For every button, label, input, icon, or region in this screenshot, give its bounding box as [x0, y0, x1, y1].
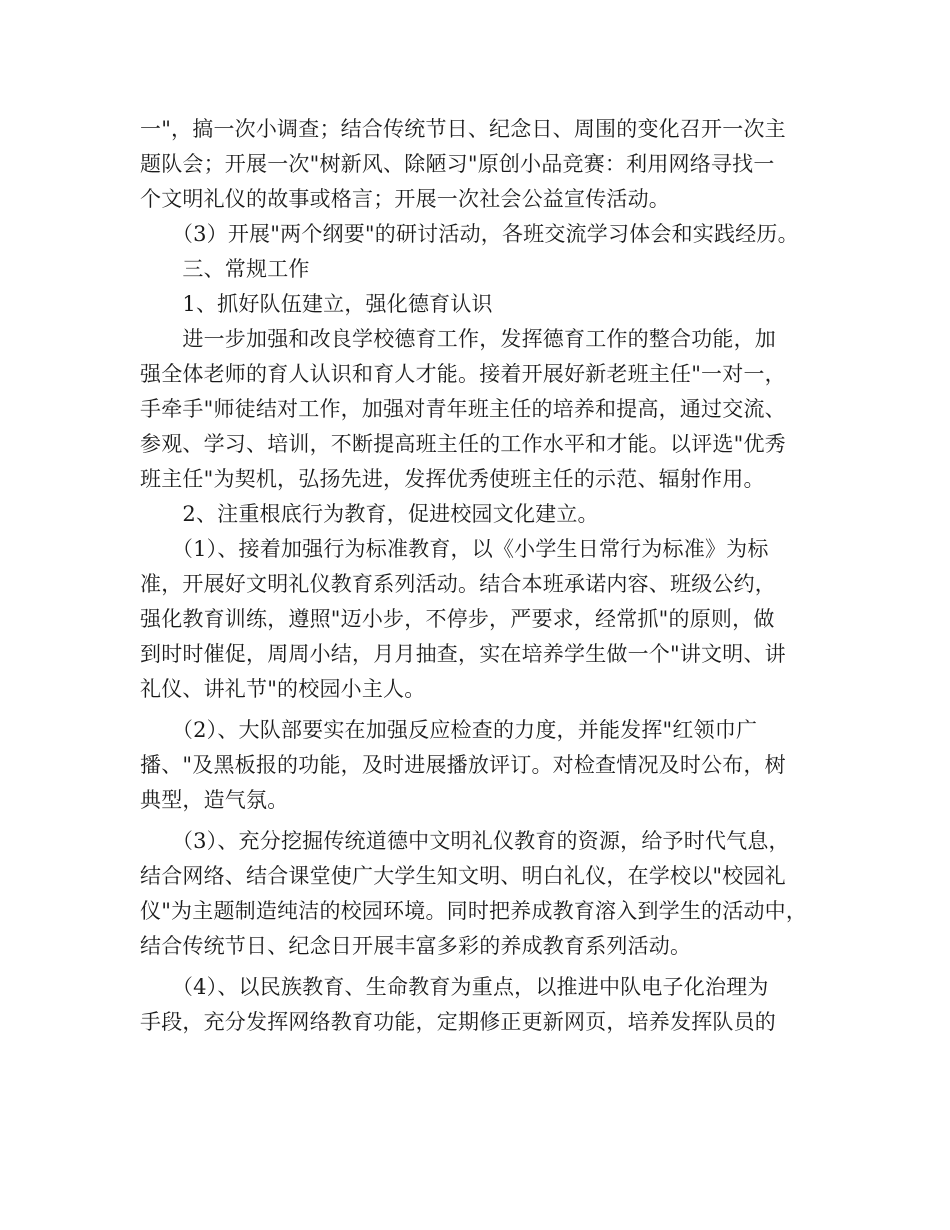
text-line: （3）、充分挖掘传统道德中文明礼仪教育的资源，给予时代气息，	[140, 829, 790, 853]
text-line: 典型，造气氛。	[140, 788, 289, 812]
text-line: 准，开展好文明礼仪教育系列活动。结合本班承诺内容、班级公约，	[140, 572, 776, 596]
text-line: 个文明礼仪的故事或格言；开展一次社会公益宣传活动。	[140, 187, 670, 211]
text-line: 结合传统节日、纪念日开展丰富多彩的养成教育系列活动。	[140, 934, 692, 958]
text-line: （3）开展"两个纲要"的研讨活动，各班交流学习体会和实践经历。	[140, 222, 799, 246]
text-line: 手段，充分发挥网络教育功能，定期修正更新网页，培养发挥队员的	[140, 1010, 776, 1034]
subsection-heading: 1、抓好队伍建立，强化德育认识	[140, 292, 493, 316]
text-line: 播、"及黑板报的功能，及时进展播放评订。对检查情况及时公布，树	[140, 753, 786, 777]
text-line: （1）、接着加强行为标准教育，以《小学生日常行为标准》为标	[140, 537, 769, 561]
text-line: 参观、学习、培训，不断提高班主任的工作水平和才能。以评选"优秀	[140, 432, 786, 456]
text-line: 结合网络、结合课堂使广大学生知文明、明白礼仪，在学校以"校园礼	[140, 864, 786, 888]
text-line: 仪"为主题制造纯洁的校园环境。同时把养成教育溶入到学生的活动中，	[140, 899, 808, 923]
text-line: 强全体老师的育人认识和育人才能。接着开展好新老班主任"一对一，	[140, 362, 786, 386]
text-line: 强化教育训练，遵照"迈小步，不停步，严要求，经常抓"的原则，做	[140, 607, 775, 631]
subsection-heading: 2、注重根底行为教育，促进校园文化建立。	[140, 502, 599, 526]
section-heading: 三、常规工作	[140, 257, 310, 281]
text-line: 进一步加强和改良学校德育工作，发挥德育工作的整合功能，加	[140, 327, 776, 351]
text-line: 手牵手"师徒结对工作，加强对青年班主任的培养和提高，通过交流、	[140, 397, 786, 421]
text-line: 礼仪、讲礼节"的校园小主人。	[140, 677, 426, 701]
text-line: 一"，搞一次小调查；结合传统节日、纪念日、周围的变化召开一次主	[140, 117, 786, 141]
text-line: 到时时催促，周周小结，月月抽查，实在培养学生做一个"讲文明、讲	[140, 642, 786, 666]
text-line: 班主任"为契机，弘扬先进，发挥优秀使班主任的示范、辐射作用。	[140, 467, 765, 491]
text-line: （2）、大队部要实在加强反应检查的力度，并能发挥"红领巾广	[140, 718, 758, 742]
document-body	[140, 112, 830, 1040]
text-line: （4）、以民族教育、生命教育为重点，以推进中队电子化治理为	[140, 975, 769, 999]
text-line: 题队会；开展一次"树新风、除陋习"原创小品竞赛：利用网络寻找一	[140, 152, 775, 176]
